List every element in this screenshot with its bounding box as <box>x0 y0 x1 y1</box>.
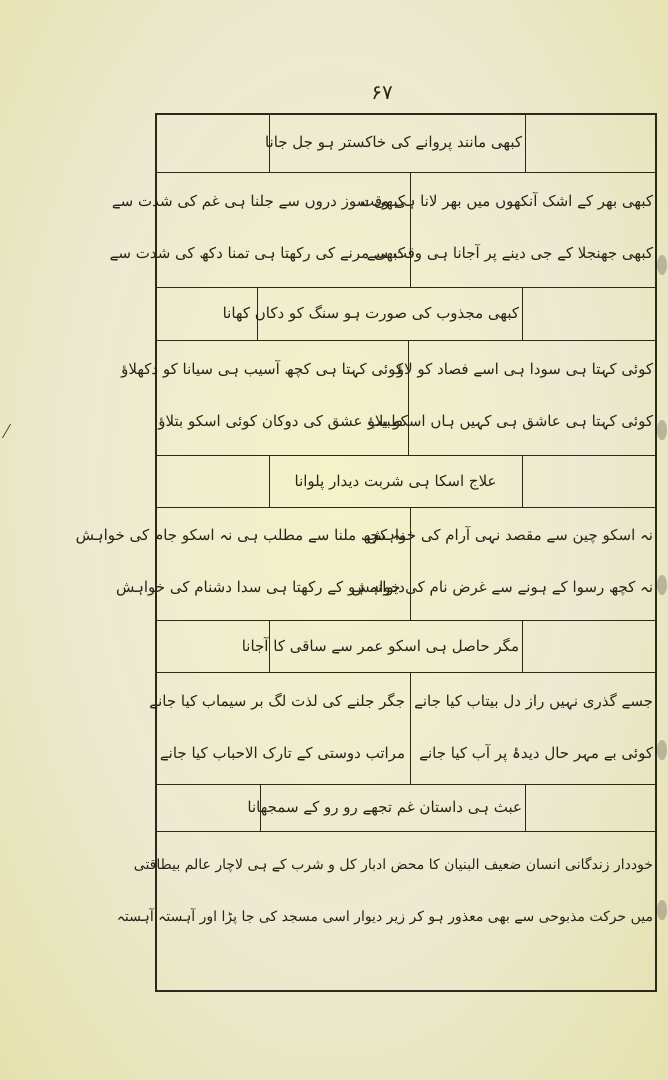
binding-hole <box>657 255 667 275</box>
refrain-line: کبھی مانند پروانے کی خاکستر ہو جل جانا <box>264 133 522 151</box>
couplet-line: جگر جلنے کی لذت لگ بر سیماب کیا جانے <box>149 692 405 710</box>
row-divider <box>157 784 655 785</box>
binding-hole <box>657 900 667 920</box>
page-number: ۶۷ <box>371 80 393 104</box>
refrain-line: مگر حاصل ہی اسکو عمر سے ساقی کا آجانا <box>241 637 519 655</box>
binding-hole <box>657 420 667 440</box>
margin-mark <box>2 424 19 438</box>
refrain-box-edge <box>522 287 523 340</box>
couplet-line: کوئی کہتا ہی عاشق ہی کہیں ہاں اسکو بلاؤ <box>367 412 653 430</box>
binding-hole <box>657 740 667 760</box>
couplet-line: کوئی کہتا ہی کچھ آسیب ہی سیانا کو دکھلاؤ <box>121 360 403 378</box>
refrain-box-edge <box>522 455 523 507</box>
couplet-line: نہ اسکو چین سے مقصد نہی آرام کی خواہش <box>366 526 653 544</box>
couplet-line: کوئی کہتا ہی سودا ہی اسے فصاد کو لاؤ <box>396 360 653 378</box>
couplet-line: مراتب دوستی کے تارک الاحباب کیا جانے <box>159 744 405 762</box>
binding-hole <box>657 575 667 595</box>
couplet-line: طبیب عشق کی دوکان کوئی اسکو بتلاؤ <box>158 412 403 430</box>
row-divider <box>157 620 655 621</box>
couplet-line: کبھی بھر کے اشک آنکھوں میں بھر لانا ہی وقت <box>360 192 653 210</box>
couplet-line: کبھی مرنے کی رکھتا ہی تمنا دکھ کی شدت سے <box>109 244 405 262</box>
refrain-line: عبث ہی داستان غم تجھے رو رو کے سمجھانا <box>247 798 522 816</box>
refrain-line: علاج اسکا ہی شربت دیدار پلوانا <box>294 472 497 490</box>
row-divider <box>157 287 655 288</box>
column-divider <box>410 507 411 620</box>
row-divider <box>157 455 655 456</box>
row-divider <box>157 340 655 341</box>
column-divider <box>410 672 411 784</box>
refrain-line: کبھی مجذوب کی صورت ہو سنگ کو دکاں کھانا <box>222 304 519 322</box>
couplet-line: کبھی سوز دروں سے جلنا ہی غم کی شدت سے <box>111 192 405 210</box>
couplet-line: نہ کچھ رسوا کے ہونے سے غرض نام کی خواہش <box>351 578 653 596</box>
column-divider <box>410 172 411 287</box>
refrain-box-edge <box>522 620 523 672</box>
refrain-box-edge <box>525 115 526 172</box>
couplet-line: جسے گذری نہیں راز دل بیتاب کیا جانے <box>414 692 653 710</box>
row-divider <box>157 831 655 832</box>
refrain-box-edge <box>269 455 270 507</box>
poem-frame <box>75 113 657 992</box>
refrain-box-edge <box>525 784 526 831</box>
couplet-line: دیوانہ ہو کے رکھتا ہی سدا دشنام کی خواہش <box>115 578 405 596</box>
prose-line: میں حرکت مذبوحی سے بھی معذور ہو کر زیر دیوار اسی مسجد کی جا پڑا اور آہستہ آہستہ <box>116 909 653 925</box>
row-divider <box>157 172 655 173</box>
couplet-line: نہ کچھ ملنا سے مطلب ہی نہ اسکو جام کی خواہش <box>75 526 405 544</box>
prose-line: خوددار زندگانی انسان ضعیف البنیان کا محض ادبار کل و شرب کے ہی لاچار عالم بیطاقتی <box>133 857 653 873</box>
couplet-line: کبھی جھنجلا کے جی دینے پر آجانا ہی وقت سے <box>366 244 653 262</box>
couplet-line: کوئی بے مہر حال دیدۂ پر آب کیا جانے <box>419 744 653 762</box>
row-divider <box>157 507 655 508</box>
row-divider <box>157 672 655 673</box>
column-divider <box>408 340 409 455</box>
